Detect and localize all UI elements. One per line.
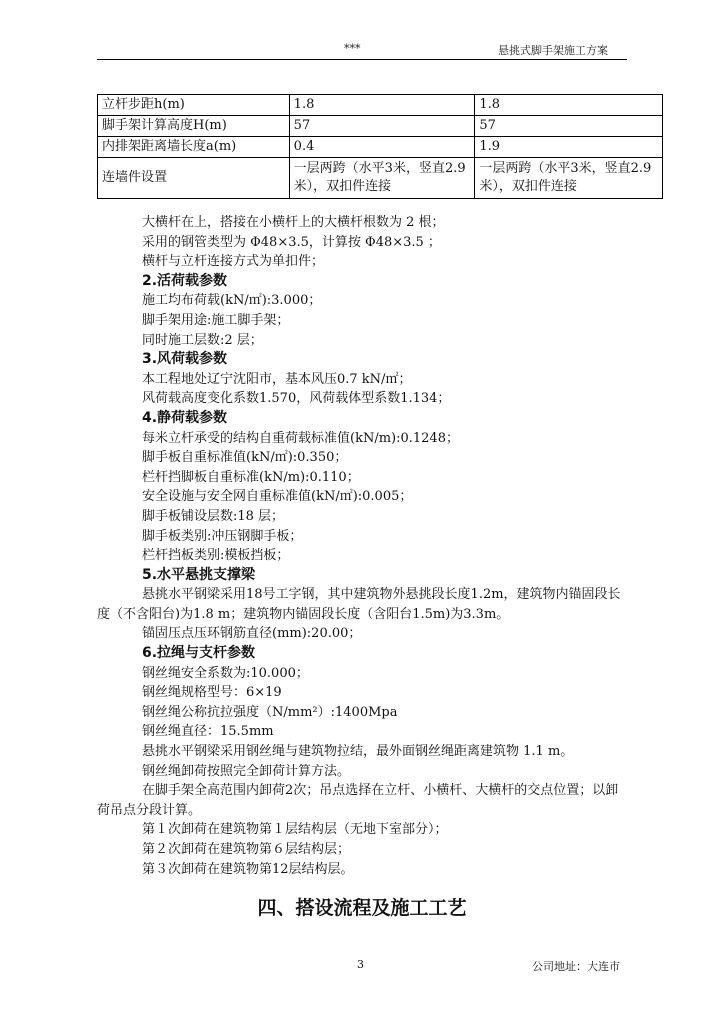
chapter-title: 四、搭设流程及施工工艺 bbox=[257, 897, 467, 919]
paragraph: 安全设施与安全网自重标准值(kN/㎡):0.005； bbox=[142, 489, 413, 505]
paragraph: 脚手架用途:施工脚手架； bbox=[142, 312, 290, 328]
page-number: 3 bbox=[357, 958, 364, 971]
table-cell: 1.8 bbox=[289, 95, 475, 116]
paragraph: 大横杆在上，搭接在小横杆上的大横杆根数为 2 根； bbox=[142, 215, 445, 230]
table-cell: 内排架距离墙长度a(m) bbox=[98, 137, 290, 158]
section-heading: 6.拉绳与支杆参数 bbox=[142, 645, 256, 662]
table-cell: 立杆步距h(m) bbox=[98, 95, 290, 116]
paragraph: 同时施工层数:2 层； bbox=[142, 332, 263, 348]
paragraph: 第１次卸荷在建筑物第１层结构层（无地下室部分）； bbox=[142, 822, 448, 838]
paragraph: 悬挑水平钢梁采用18号工字钢，其中建筑物外悬挑段长度1.2m，建筑物内锚固段长度（不含阳台)为1.8 m；建筑物内锚固段长度（含阳台1.5m)为3.3m。 bbox=[97, 587, 621, 622]
paragraph: 钢丝绳规格型号：6×19 bbox=[142, 685, 282, 701]
paragraph: 悬挑水平钢梁采用钢丝绳与建筑物拉结，最外面钢丝绳距离建筑物 1.1 m。 bbox=[142, 744, 574, 760]
footer-address: 公司地址：大连市 bbox=[532, 960, 620, 973]
paragraph: 锚固压点压环钢筋直径(mm):20.00； bbox=[142, 626, 362, 642]
table-cell: 一层两跨（水平3米，竖直2.9米），双扣件连接 bbox=[289, 158, 475, 199]
paragraph: 本工程地处辽宁沈阳市，基本风压0.7 kN/㎡； bbox=[142, 371, 412, 387]
table-cell: 脚手架计算高度H(m) bbox=[98, 116, 290, 137]
paragraph: 风荷载高度变化系数1.570，风荷载体型系数1.134； bbox=[142, 391, 451, 407]
table-cell: 1.9 bbox=[475, 137, 663, 158]
paragraph: 钢丝绳直径：15.5mm bbox=[142, 724, 274, 740]
table-cell: 一层两跨（水平3米，竖直2.9米），双扣件连接 bbox=[475, 158, 663, 199]
paragraph: 钢丝绳公称抗拉强度（N/mm²）:1400Mpa bbox=[142, 704, 398, 720]
section-heading: 5.水平悬挑支撑梁 bbox=[142, 566, 256, 583]
table-cell: 57 bbox=[289, 116, 475, 137]
header-rule bbox=[97, 59, 627, 60]
paragraph: 栏杆挡脚板自重标准(kN/m):0.110； bbox=[142, 469, 360, 485]
paragraph: 采用的钢管类型为 Φ48×3.5，计算按 Φ48×3.5 ； bbox=[142, 234, 441, 250]
section-heading: 3.风荷载参数 bbox=[142, 351, 228, 368]
paragraph: 钢丝绳安全系数为:10.000； bbox=[142, 665, 309, 681]
header-title: 悬挑式脚手架施工方案 bbox=[498, 44, 608, 57]
paragraph: 脚手板自重标准值(kN/㎡):0.350； bbox=[142, 450, 348, 466]
table-cell: 0.4 bbox=[289, 137, 475, 158]
paragraph: 第２次卸荷在建筑物第６层结构层； bbox=[142, 842, 351, 857]
header-left-mark: *** bbox=[344, 42, 361, 55]
table-row bbox=[98, 158, 663, 199]
parameter-table bbox=[97, 94, 663, 199]
paragraph: 钢丝绳卸荷按照完全卸荷计算方法。 bbox=[142, 763, 351, 779]
section-heading: 4.静荷载参数 bbox=[142, 409, 228, 426]
section-heading: 2.活荷载参数 bbox=[142, 272, 228, 289]
table-cell: 连墙件设置 bbox=[98, 158, 290, 199]
paragraph: 脚手板铺设层数:18 层； bbox=[142, 508, 285, 524]
table-row bbox=[98, 95, 663, 116]
document-body bbox=[97, 213, 627, 879]
paragraph: 栏杆挡板类别:模板挡板； bbox=[142, 548, 290, 564]
table-cell: 57 bbox=[475, 116, 663, 137]
paragraph: 第３次卸荷在建筑物第12层结构层。 bbox=[142, 861, 354, 877]
table-row bbox=[98, 137, 663, 158]
paragraph: 横杆与立杆连接方式为单扣件； bbox=[142, 254, 325, 270]
table-row bbox=[98, 116, 663, 137]
paragraph: 施工均布荷载(kN/㎡):3.000； bbox=[142, 293, 322, 309]
paragraph: 在脚手架全高范围内卸荷2次；吊点选择在立杆、小横杆、大横杆的交点位置；以卸荷吊点分段计算。 bbox=[97, 783, 619, 818]
paragraph: 脚手板类别:冲压钢脚手板； bbox=[142, 528, 303, 544]
table-cell: 1.8 bbox=[475, 95, 663, 116]
paragraph: 每米立杆承受的结构自重荷载标准值(kN/m):0.1248； bbox=[142, 430, 459, 446]
